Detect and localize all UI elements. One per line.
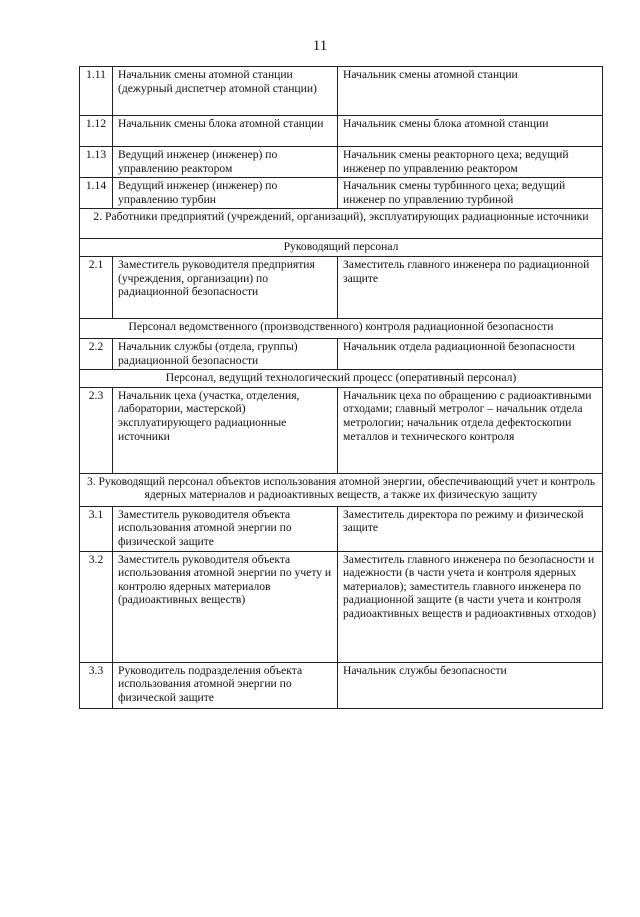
position-equivalent: Начальник отдела радиационной безопасности (338, 338, 603, 369)
position-equivalent: Начальник цеха по обращению с радиоактивными отходами; главный метролог – начальник отдела метрологии; начальник отдела дефектоскопии металлов и технического контроля (338, 387, 603, 473)
position-title: Заместитель руководителя объекта использования атомной энергии по физической защите (113, 506, 338, 551)
table-row (80, 387, 603, 473)
table-row (80, 147, 603, 178)
position-equivalent: Заместитель директора по режиму и физической защите (338, 506, 603, 551)
row-number: 1.14 (80, 178, 113, 209)
page-number: 11 (312, 38, 328, 54)
position-title: Начальник смены атомной станции (дежурный диспетчер атомной станции) (113, 67, 338, 116)
table-row (80, 116, 603, 147)
position-title: Начальник цеха (участка, отделения, лаборатории, мастерской) эксплуатирующего радиационные источники (113, 387, 338, 473)
section-heading: 3. Руководящий персонал объектов использования атомной энергии, обеспечивающий учет и контроль ядерных материалов и радиоактивных веществ, а также их физическую защиту (80, 473, 603, 506)
row-number: 1.12 (80, 116, 113, 147)
position-title: Ведущий инженер (инженер) по управлению реактором (113, 147, 338, 178)
position-equivalent: Начальник смены блока атомной станции (338, 116, 603, 147)
position-title: Руководитель подразделения объекта использования атомной энергии по физической защите (113, 662, 338, 708)
position-title: Заместитель руководителя предприятия (учреждения, организации) по радиационной безопасности (113, 256, 338, 318)
subsection-header-row (80, 239, 603, 257)
table-row (80, 662, 603, 708)
position-equivalent: Заместитель главного инженера по безопасности и надежности (в части учета и контроля ядерных материалов); заместитель главного инженера по радиационной защите (в части учета и контроля радиоактивных веществ и радиоактивных отходов) (338, 551, 603, 662)
position-title: Заместитель руководителя объекта использования атомной энергии по учету и контролю ядерных материалов (радиоактивных веществ) (113, 551, 338, 662)
positions-table (79, 66, 603, 709)
section-heading: 2. Работники предприятий (учреждений, организаций), эксплуатирующих радиационные источники (80, 209, 603, 239)
row-number: 2.1 (80, 256, 113, 318)
position-equivalent: Начальник службы безопасности (338, 662, 603, 708)
position-equivalent: Начальник смены атомной станции (338, 67, 603, 116)
row-number: 3.1 (80, 506, 113, 551)
row-number: 2.3 (80, 387, 113, 473)
section-header-row (80, 473, 603, 506)
position-title: Начальник службы (отдела, группы) радиационной безопасности (113, 338, 338, 369)
table-row (80, 551, 603, 662)
position-title: Начальник смены блока атомной станции (113, 116, 338, 147)
position-equivalent: Начальник смены турбинного цеха; ведущий инженер по управлению турбиной (338, 178, 603, 209)
row-number: 3.2 (80, 551, 113, 662)
subsection-heading: Персонал ведомственного (производственного) контроля радиационной безопасности (80, 318, 603, 338)
subsection-heading: Руководящий персонал (80, 239, 603, 257)
row-number: 1.11 (80, 67, 113, 116)
table-row (80, 506, 603, 551)
table-row (80, 338, 603, 369)
position-equivalent: Начальник смены реакторного цеха; ведущий инженер по управлению реактором (338, 147, 603, 178)
position-equivalent: Заместитель главного инженера по радиационной защите (338, 256, 603, 318)
subsection-heading: Персонал, ведущий технологический процесс (оперативный персонал) (80, 370, 603, 388)
subsection-header-row (80, 370, 603, 388)
position-title: Ведущий инженер (инженер) по управлению турбин (113, 178, 338, 209)
row-number: 2.2 (80, 338, 113, 369)
table-row (80, 178, 603, 209)
subsection-header-row (80, 318, 603, 338)
row-number: 1.13 (80, 147, 113, 178)
section-header-row (80, 209, 603, 239)
row-number: 3.3 (80, 662, 113, 708)
table-row (80, 256, 603, 318)
table-row (80, 67, 603, 116)
